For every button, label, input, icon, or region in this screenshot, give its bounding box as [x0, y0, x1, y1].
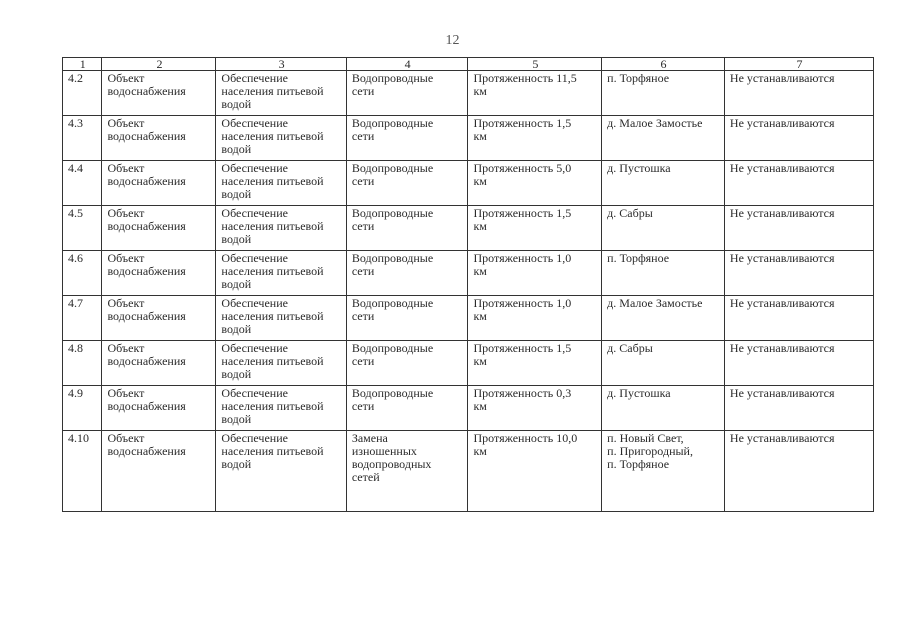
column-header-5: 5 [468, 58, 602, 71]
cell-number: 4.10 [63, 431, 102, 512]
table-row [63, 206, 874, 251]
page-number: 12 [445, 33, 460, 48]
cell-object-line: Объект [107, 431, 145, 445]
cell-number: 4.3 [63, 116, 102, 161]
cell-object [102, 251, 216, 296]
cell-object-line: Объект [107, 206, 145, 220]
cell-object [102, 161, 216, 206]
table-row [63, 71, 874, 116]
cell-length [468, 71, 602, 116]
table-body [63, 71, 874, 512]
cell-purpose-line: Обеспечение [221, 116, 288, 130]
cell-purpose-line: Обеспечение [221, 296, 288, 310]
cell-zones: Не устанавливаются [724, 341, 873, 386]
cell-purpose-line: водой [221, 142, 252, 156]
cell-zones: Не устанавливаются [724, 296, 873, 341]
cell-purpose-line: водой [221, 232, 252, 246]
cell-length [468, 251, 602, 296]
cell-object-line: Объект [107, 341, 145, 355]
cell-zones: Не устанавливаются [724, 161, 873, 206]
cell-object-line: водоснабжения [107, 309, 186, 323]
cell-type [346, 296, 468, 341]
cell-length-line: Протяженность 11,5 [473, 71, 577, 85]
cell-number: 4.5 [63, 206, 102, 251]
cell-type [346, 251, 468, 296]
cell-purpose-line: водой [221, 457, 252, 471]
cell-length-line: км [473, 309, 487, 323]
cell-purpose [216, 386, 346, 431]
cell-purpose-line: водой [221, 277, 252, 291]
column-header-3: 3 [216, 58, 346, 71]
cell-object-line: водоснабжения [107, 354, 186, 368]
cell-object-line: водоснабжения [107, 84, 186, 98]
cell-zones: Не устанавливаются [724, 386, 873, 431]
cell-length [468, 431, 602, 512]
cell-purpose-line: населения питьевой [221, 129, 324, 143]
table-row [63, 431, 874, 512]
table-header-row [63, 58, 874, 71]
table-row [63, 116, 874, 161]
cell-purpose-line: населения питьевой [221, 354, 324, 368]
cell-object-line: водоснабжения [107, 264, 186, 278]
cell-type-line: сетей [351, 470, 380, 484]
cell-purpose-line: населения питьевой [221, 399, 324, 413]
cell-location [602, 296, 725, 341]
cell-length-line: км [473, 444, 487, 458]
cell-length-line: Протяженность 5,0 [473, 161, 572, 175]
cell-type-line: сети [351, 264, 375, 278]
cell-location [602, 431, 725, 512]
cell-purpose-line: водой [221, 322, 252, 336]
cell-purpose [216, 206, 346, 251]
cell-length-line: км [473, 84, 487, 98]
cell-object-line: Объект [107, 296, 145, 310]
cell-type-line: сети [351, 174, 375, 188]
cell-purpose-line: населения питьевой [221, 309, 324, 323]
cell-object [102, 341, 216, 386]
cell-type-line: сети [351, 129, 375, 143]
cell-purpose [216, 161, 346, 206]
cell-location-line: п. Торфяное [607, 251, 670, 265]
cell-length [468, 341, 602, 386]
cell-type-line: Водопроводные [351, 206, 434, 220]
cell-object [102, 116, 216, 161]
table-row [63, 386, 874, 431]
cell-length-line: Протяженность 1,5 [473, 116, 572, 130]
cell-location [602, 116, 725, 161]
cell-length-line: Протяженность 1,5 [473, 206, 572, 220]
cell-type-line: сети [351, 219, 375, 233]
cell-purpose-line: водой [221, 97, 252, 111]
cell-type-line: сети [351, 309, 375, 323]
cell-type-line: Водопроводные [351, 341, 434, 355]
cell-type [346, 341, 468, 386]
cell-purpose [216, 251, 346, 296]
column-header-7: 7 [724, 58, 873, 71]
cell-type-line: Водопроводные [351, 386, 434, 400]
cell-purpose-line: водой [221, 412, 252, 426]
column-header-2: 2 [102, 58, 216, 71]
cell-purpose-line: Обеспечение [221, 71, 288, 85]
cell-purpose [216, 71, 346, 116]
cell-location [602, 71, 725, 116]
cell-purpose [216, 116, 346, 161]
cell-type-line: водопроводных [351, 457, 432, 471]
cell-purpose-line: водой [221, 187, 252, 201]
cell-length-line: км [473, 219, 487, 233]
cell-type-line: Водопроводные [351, 161, 434, 175]
cell-length-line: км [473, 174, 487, 188]
cell-number: 4.9 [63, 386, 102, 431]
cell-length-line: Протяженность 1,0 [473, 296, 572, 310]
cell-purpose-line: Обеспечение [221, 206, 288, 220]
table-row [63, 251, 874, 296]
cell-purpose-line: Обеспечение [221, 431, 288, 445]
cell-purpose [216, 431, 346, 512]
cell-zones: Не устанавливаются [724, 431, 873, 512]
cell-length-line: Протяженность 1,5 [473, 341, 572, 355]
cell-location-line: п. Новый Свет, [607, 431, 684, 445]
cell-zones: Не устанавливаются [724, 206, 873, 251]
cell-type [346, 431, 468, 512]
cell-object-line: Объект [107, 71, 145, 85]
cell-location [602, 161, 725, 206]
cell-purpose-line: Обеспечение [221, 251, 288, 265]
cell-purpose-line: водой [221, 367, 252, 381]
table-row [63, 296, 874, 341]
cell-length-line: Протяженность 10,0 [473, 431, 578, 445]
cell-purpose-line: населения питьевой [221, 219, 324, 233]
cell-purpose-line: Обеспечение [221, 161, 288, 175]
cell-location-line: п. Торфяное [607, 457, 670, 471]
cell-location [602, 341, 725, 386]
cell-zones: Не устанавливаются [724, 71, 873, 116]
cell-length [468, 386, 602, 431]
cell-type-line: изношенных [351, 444, 417, 458]
table-row [63, 161, 874, 206]
cell-object-line: Объект [107, 251, 145, 265]
cell-object-line: водоснабжения [107, 129, 186, 143]
cell-location [602, 206, 725, 251]
cell-number: 4.8 [63, 341, 102, 386]
cell-type-line: сети [351, 354, 375, 368]
table-row [63, 341, 874, 386]
cell-length-line: км [473, 399, 487, 413]
cell-location-line: п. Пригородный, [607, 444, 693, 458]
column-header-6: 6 [602, 58, 725, 71]
cell-type-line: сети [351, 84, 375, 98]
cell-location-line: д. Сабры [607, 341, 653, 355]
cell-type-line: Водопроводные [351, 251, 434, 265]
column-header-1: 1 [63, 58, 102, 71]
cell-object [102, 431, 216, 512]
cell-object-line: водоснабжения [107, 219, 186, 233]
cell-object-line: Объект [107, 116, 145, 130]
cell-object [102, 71, 216, 116]
cell-object-line: водоснабжения [107, 444, 186, 458]
cell-zones: Не устанавливаются [724, 116, 873, 161]
cell-location [602, 386, 725, 431]
cell-type [346, 116, 468, 161]
cell-length [468, 206, 602, 251]
cell-type-line: сети [351, 399, 375, 413]
cell-number: 4.2 [63, 71, 102, 116]
cell-object-line: водоснабжения [107, 399, 186, 413]
cell-number: 4.7 [63, 296, 102, 341]
cell-type-line: Водопроводные [351, 116, 434, 130]
cell-object-line: водоснабжения [107, 174, 186, 188]
cell-purpose-line: Обеспечение [221, 386, 288, 400]
cell-type [346, 386, 468, 431]
cell-type [346, 71, 468, 116]
cell-object-line: Объект [107, 161, 145, 175]
cell-purpose-line: населения питьевой [221, 84, 324, 98]
cell-type [346, 161, 468, 206]
cell-object-line: Объект [107, 386, 145, 400]
cell-purpose-line: населения питьевой [221, 444, 324, 458]
cell-type-line: Водопроводные [351, 71, 434, 85]
cell-number: 4.6 [63, 251, 102, 296]
cell-length-line: км [473, 354, 487, 368]
cell-number: 4.4 [63, 161, 102, 206]
cell-length-line: км [473, 129, 487, 143]
cell-length-line: Протяженность 1,0 [473, 251, 572, 265]
cell-purpose-line: населения питьевой [221, 264, 324, 278]
cell-length-line: км [473, 264, 487, 278]
cell-type [346, 206, 468, 251]
cell-length-line: Протяженность 0,3 [473, 386, 572, 400]
cell-object [102, 386, 216, 431]
cell-type-line: Замена [351, 431, 388, 445]
cell-location [602, 251, 725, 296]
cell-location-line: д. Пустошка [607, 161, 671, 175]
cell-purpose-line: Обеспечение [221, 341, 288, 355]
cell-object [102, 206, 216, 251]
cell-purpose [216, 296, 346, 341]
cell-purpose [216, 341, 346, 386]
cell-type-line: Водопроводные [351, 296, 434, 310]
cell-object [102, 296, 216, 341]
cell-location-line: д. Пустошка [607, 386, 671, 400]
column-header-4: 4 [346, 58, 468, 71]
cell-location-line: д. Малое Замостье [607, 116, 703, 130]
cell-location-line: д. Сабры [607, 206, 653, 220]
document-table [62, 57, 874, 512]
cell-zones: Не устанавливаются [724, 251, 873, 296]
cell-length [468, 161, 602, 206]
cell-location-line: д. Малое Замостье [607, 296, 703, 310]
cell-purpose-line: населения питьевой [221, 174, 324, 188]
cell-length [468, 296, 602, 341]
cell-location-line: п. Торфяное [607, 71, 670, 85]
cell-length [468, 116, 602, 161]
